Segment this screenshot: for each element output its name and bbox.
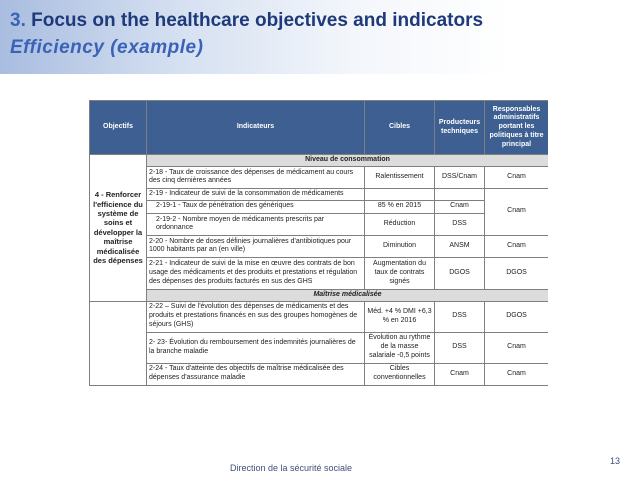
indicator-cell: 2-24 - Taux d'atteinte des objectifs de maîtrise médicalisée des dépenses d'assurance maladie [147, 363, 365, 385]
slide-title [10, 10, 483, 32]
responsible-cell: Cnam [485, 235, 549, 257]
section-title-consommation: Niveau de consommation [147, 155, 549, 167]
title-text: Focus on the healthcare objectives and indicators [31, 10, 484, 31]
producer-cell: ANSM [435, 235, 485, 257]
indicator-cell: 2-22 – Suivi de l'évolution des dépenses de médicaments et des produits et prestations financés en sus des groupes homogènes de séjours (GHS) [147, 301, 365, 332]
producer-cell: DSS [435, 332, 485, 363]
table-row [90, 166, 549, 188]
section-header-row [90, 155, 549, 167]
section-header-row [90, 289, 549, 301]
objective-cell: 4 - Renforcer l'efficience du système de soins et développer la maîtrise médicalisée des dépenses [90, 155, 147, 302]
producer-cell: DGOS [435, 257, 485, 289]
responsible-cell: DGOS [485, 301, 549, 332]
header-row [90, 101, 549, 155]
footer-text: Direction de la sécurité sociale [230, 463, 353, 473]
slide-subtitle: Efficiency (example) [10, 37, 204, 58]
table-row [90, 301, 549, 332]
producer-cell [435, 188, 485, 200]
table-row [90, 363, 549, 385]
objective-cell-empty [90, 301, 147, 332]
responsible-cell: Cnam [485, 332, 549, 363]
indicators-table-container [89, 100, 548, 412]
producer-cell: Cnam [435, 363, 485, 385]
target-cell: Augmentation du taux de contrats signés [365, 257, 435, 289]
objective-cell-empty [90, 332, 147, 363]
responsible-cell: Cnam [485, 188, 549, 235]
target-cell: Ralentissement [365, 166, 435, 188]
target-cell: Diminution [365, 235, 435, 257]
indicator-cell: 2-21 - Indicateur de suivi de la mise en œuvre des contrats de bon usage des médicaments et des produits et prestations et régulation des dépenses des produits facturés en sus des GHS [147, 257, 365, 289]
producer-cell: DSS/Cnam [435, 166, 485, 188]
table-row [90, 235, 549, 257]
table-row [90, 213, 549, 235]
indicator-cell: 2-19-2 - Nombre moyen de médicaments prescrits par ordonnance [147, 213, 365, 235]
target-cell [365, 188, 435, 200]
producer-cell: DSS [435, 213, 485, 235]
target-cell: Évolution au rythme de la masse salariale -0,5 points [365, 332, 435, 363]
page-number: 13 [610, 456, 621, 466]
table-row [90, 200, 549, 213]
indicator-cell: 2- 23- Évolution du remboursement des indemnités journalières de la branche maladie [147, 332, 365, 363]
target-cell: Cibles conventionnelles [365, 363, 435, 385]
target-cell: Méd. +4 % DMI +6,3 % en 2016 [365, 301, 435, 332]
target-cell: Réduction [365, 213, 435, 235]
header-indicateurs: Indicateurs [147, 101, 365, 155]
responsible-cell: Cnam [485, 363, 549, 385]
table-row [90, 188, 549, 200]
responsible-cell: Cnam [485, 166, 549, 188]
responsible-cell: DGOS [485, 257, 549, 289]
target-cell: 85 % en 2015 [365, 200, 435, 213]
indicator-cell: 2-18 - Taux de croissance des dépenses de médicament au cours des cinq dernières années [147, 166, 365, 188]
header-cibles: Cibles [365, 101, 435, 155]
producer-cell: Cnam [435, 200, 485, 213]
title-number: 3. [10, 10, 26, 31]
indicator-cell: 2-19 - Indicateur de suivi de la consommation de médicaments [147, 188, 365, 200]
section-title-maitrise: Maîtrise médicalisée [147, 289, 549, 301]
indicator-cell: 2-20 - Nombre de doses définies journalières d'antibiotiques pour 1000 habitants par an (en ville) [147, 235, 365, 257]
table-row [90, 332, 549, 363]
table-row [90, 257, 549, 289]
producer-cell: DSS [435, 301, 485, 332]
indicator-cell: 2-19-1 - Taux de pénétration des génériques [147, 200, 365, 213]
header-producteurs: Producteurs techniques [435, 101, 485, 155]
objective-cell-empty [90, 363, 147, 385]
indicators-table [89, 100, 548, 386]
header-responsables: Responsables administratifs portant les politiques à titre principal [485, 101, 549, 155]
header-objectifs: Objectifs [90, 101, 147, 155]
